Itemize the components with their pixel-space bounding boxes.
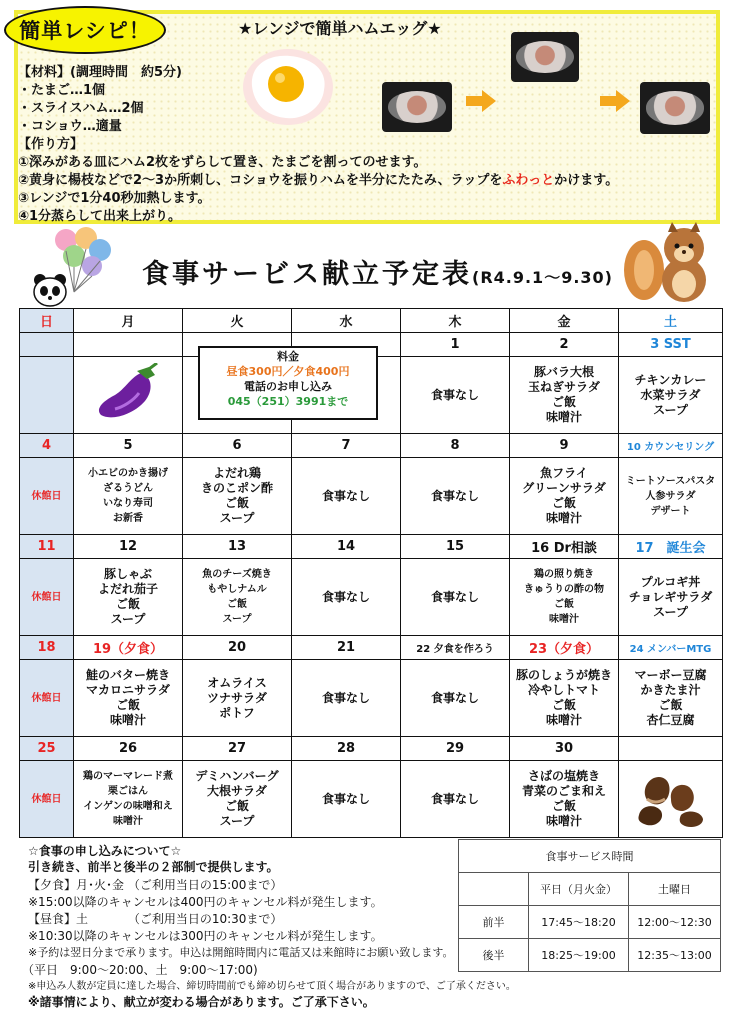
- hours-row: [459, 939, 721, 972]
- hours-row-label: 後半: [459, 939, 529, 972]
- recipe-photo-3: [640, 82, 710, 134]
- menu-cell: 食事なし: [292, 458, 401, 535]
- note-line: ※10:30以降のキャンセルは300円のキャンセル料が発生します。: [28, 929, 383, 943]
- menu-cell: 食事なし: [401, 559, 510, 636]
- menu-cell: チキンカレー 水菜サラダ スープ: [619, 357, 723, 434]
- recipe-title: ★レンジで簡単ハムエッグ★: [238, 19, 442, 38]
- menu-cell: 鶏のマーマレード煮 栗ごはん インゲンの味噌和え 味噌汁: [74, 761, 183, 838]
- menu-cell: オムライス ツナサラダ ポトフ: [183, 660, 292, 737]
- panda-icon: [26, 272, 74, 310]
- date-cell: 14: [292, 535, 401, 559]
- menu-cell: よだれ鶏 きのこポン酢 ご飯 スープ: [183, 458, 292, 535]
- note-line: ※諸事情により、献立が変わる場合があります。ご了承下さい。: [28, 995, 375, 1009]
- fee-info-box: [198, 346, 378, 420]
- date-cell: 3 SST: [619, 333, 723, 357]
- recipe-line: ①深みがある皿にハム2枚をずらして置き、たまごを割ってのせます。: [18, 155, 427, 170]
- date-cell: 26: [74, 737, 183, 761]
- recipe-line: 【材料】(調理時間 約5分): [18, 65, 182, 80]
- menu-cell: 食事なし: [292, 559, 401, 636]
- menu-cell: 豚しゃぶ よだれ茄子 ご飯 スープ: [74, 559, 183, 636]
- menu-cell: さばの塩焼き 青菜のごま和え ご飯 味噌汁: [510, 761, 619, 838]
- fee-price: 昼食300円／夕食400円: [226, 365, 350, 378]
- hours-col-header: 平日（月火金）: [529, 873, 629, 906]
- calendar-menu-row: [20, 458, 723, 535]
- closed-day-cell: 休館日: [20, 761, 74, 838]
- date-cell: 6: [183, 434, 292, 458]
- calendar-date-row: [20, 636, 723, 660]
- date-cell: 28: [292, 737, 401, 761]
- menu-cell: 小エビのかき揚げ ざるうどん いなり寿司 お新香: [74, 458, 183, 535]
- weekday-header-wed: 水: [292, 309, 401, 333]
- menu-cell: マーボー豆腐 かきたま汁 ご飯 杏仁豆腐: [619, 660, 723, 737]
- date-cell: 30: [510, 737, 619, 761]
- note-line: ※予約は翌日分まで承ります。申込は開館時間内に電話又は来館時にお願い致します。: [28, 946, 454, 959]
- recipe-line: 【作り方】: [18, 137, 84, 152]
- weekday-header-sat: 土: [619, 309, 723, 333]
- calendar-header-row: [20, 309, 723, 333]
- weekday-header-mon: 月: [74, 309, 183, 333]
- date-cell: 22 夕食を作ろう: [401, 636, 510, 660]
- menu-cell: 鶏の照り焼き きゅうりの酢の物 ご飯 味噌汁: [510, 559, 619, 636]
- recipe-photo-2: [511, 32, 579, 82]
- calendar-menu-row: [20, 660, 723, 737]
- recipe-line: ②黄身に楊枝などで2～3か所刺し、コショウを振りハムを半分にたたみ、ラップをふわっとかけます。: [18, 173, 619, 188]
- weekday-header-thu: 木: [401, 309, 510, 333]
- fee-phone: 045（251）3991まで: [227, 395, 349, 408]
- service-hours-table: [458, 839, 721, 972]
- recipe-line: ・コショウ…適量: [18, 119, 122, 134]
- weekday-header-fri: 金: [510, 309, 619, 333]
- menu-cell: 鮭のバター焼き マカロニサラダ ご飯 味噌汁: [74, 660, 183, 737]
- hours-col-header: 土曜日: [629, 873, 721, 906]
- recipe-line: ④1分蒸らして出来上がり。: [18, 209, 182, 224]
- date-cell: [20, 333, 74, 357]
- date-cell: [619, 737, 723, 761]
- menu-cell: 魚フライ グリーンサラダ ご飯 味噌汁: [510, 458, 619, 535]
- date-cell: 24 メンバーMTG: [619, 636, 723, 660]
- note-line: （平日 9:00～20:00、土 9:00～17:00): [22, 963, 258, 977]
- date-cell: 5: [74, 434, 183, 458]
- note-line: 引き続き、前半と後半の２部制で提供します。: [28, 860, 279, 874]
- date-cell: 21: [292, 636, 401, 660]
- date-cell: 9: [510, 434, 619, 458]
- menu-cell: 食事なし: [401, 761, 510, 838]
- fee-phone-label: 電話のお申し込み: [244, 380, 332, 393]
- date-cell: [74, 333, 183, 357]
- arrow-right-icon: [598, 88, 632, 118]
- calendar-menu-row: [20, 761, 723, 838]
- menu-cell: [74, 357, 183, 434]
- menu-period: (R4.9.1～9.30): [472, 268, 613, 287]
- menu-cell: デミハンバーグ 大根サラダ ご飯 スープ: [183, 761, 292, 838]
- arrow-right-icon: [464, 88, 498, 118]
- eggplant-icon: [93, 363, 163, 423]
- menu-cell: [619, 761, 723, 838]
- note-line: ※15:00以降のキャンセルは400円のキャンセル料が発生します。: [28, 895, 383, 909]
- date-cell: 17 誕生会: [619, 535, 723, 559]
- hours-corner: [459, 873, 529, 906]
- notes-heading: ☆食事の申し込みについて☆: [28, 844, 182, 858]
- squirrel-icon: [622, 222, 722, 306]
- date-cell: 10 カウンセリング: [619, 434, 723, 458]
- menu-cell: ミートソースパスタ 人参サラダ デザート: [619, 458, 723, 535]
- date-cell: 13: [183, 535, 292, 559]
- date-cell: 1: [401, 333, 510, 357]
- date-cell: 4: [20, 434, 74, 458]
- menu-cell: 食事なし: [401, 458, 510, 535]
- weekday-header-sun: 日: [20, 309, 74, 333]
- note-line: ※申込み人数が定員に達した場合、締切時間前でも締め切らせて頂く場合がありますので、ご了承ください。: [28, 981, 516, 992]
- closed-day-cell: 休館日: [20, 660, 74, 737]
- date-cell: 23（夕食）: [510, 636, 619, 660]
- recipe-line: ・スライスハム…2個: [18, 101, 144, 116]
- recipe-line: ・たまご…1個: [18, 83, 106, 98]
- note-line: 【夕食】月･火･金 （ご利用当日の15:00まで）: [28, 878, 283, 892]
- calendar-date-row: [20, 535, 723, 559]
- chestnuts-icon: [631, 765, 711, 829]
- hours-cell: 12:35～13:00: [629, 939, 721, 972]
- fee-title: 料金: [277, 350, 299, 363]
- date-cell: 7: [292, 434, 401, 458]
- closed-day-cell: 休館日: [20, 458, 74, 535]
- hours-title: 食事サービス時間: [459, 840, 721, 873]
- weekday-header-tue: 火: [183, 309, 292, 333]
- hours-cell: 17:45～18:20: [529, 906, 629, 939]
- menu-title: 食事サービス献立予定表(R4.9.1～9.30): [142, 259, 613, 290]
- hours-cell: 18:25～19:00: [529, 939, 629, 972]
- hours-cell: 12:00～12:30: [629, 906, 721, 939]
- note-line: 【昼食】土 （ご利用当日の10:30まで）: [28, 912, 283, 926]
- menu-cell: 食事なし: [401, 660, 510, 737]
- hours-row: [459, 906, 721, 939]
- menu-cell: [20, 357, 74, 434]
- date-cell: 11: [20, 535, 74, 559]
- calendar-menu-row: [20, 559, 723, 636]
- calendar-date-row: [20, 434, 723, 458]
- hours-row-label: 前半: [459, 906, 529, 939]
- date-cell: 29: [401, 737, 510, 761]
- date-cell: 16 Dr相談: [510, 535, 619, 559]
- fried-egg-icon: [240, 46, 336, 128]
- recipe-line: ③レンジで1分40秒加熱します。: [18, 191, 211, 206]
- menu-cell: 食事なし: [401, 357, 510, 434]
- recipe-photo-1: [382, 82, 452, 132]
- menu-cell: 食事なし: [292, 660, 401, 737]
- menu-cell: 豚バラ大根 玉ねぎサラダ ご飯 味噌汁: [510, 357, 619, 434]
- menu-cell: 食事なし: [292, 761, 401, 838]
- recipe-badge: 簡単レシピ！: [4, 6, 166, 54]
- date-cell: 25: [20, 737, 74, 761]
- calendar-date-row: [20, 737, 723, 761]
- menu-cell: 魚のチーズ焼き もやしナムル ご飯 スープ: [183, 559, 292, 636]
- menu-cell: プルコギ丼 チョレギサラダ スープ: [619, 559, 723, 636]
- date-cell: 18: [20, 636, 74, 660]
- date-cell: 12: [74, 535, 183, 559]
- date-cell: 19（夕食）: [74, 636, 183, 660]
- date-cell: 8: [401, 434, 510, 458]
- date-cell: 2: [510, 333, 619, 357]
- date-cell: 15: [401, 535, 510, 559]
- date-cell: 27: [183, 737, 292, 761]
- menu-cell: 豚のしょうが焼き 冷やしトマト ご飯 味噌汁: [510, 660, 619, 737]
- date-cell: 20: [183, 636, 292, 660]
- closed-day-cell: 休館日: [20, 559, 74, 636]
